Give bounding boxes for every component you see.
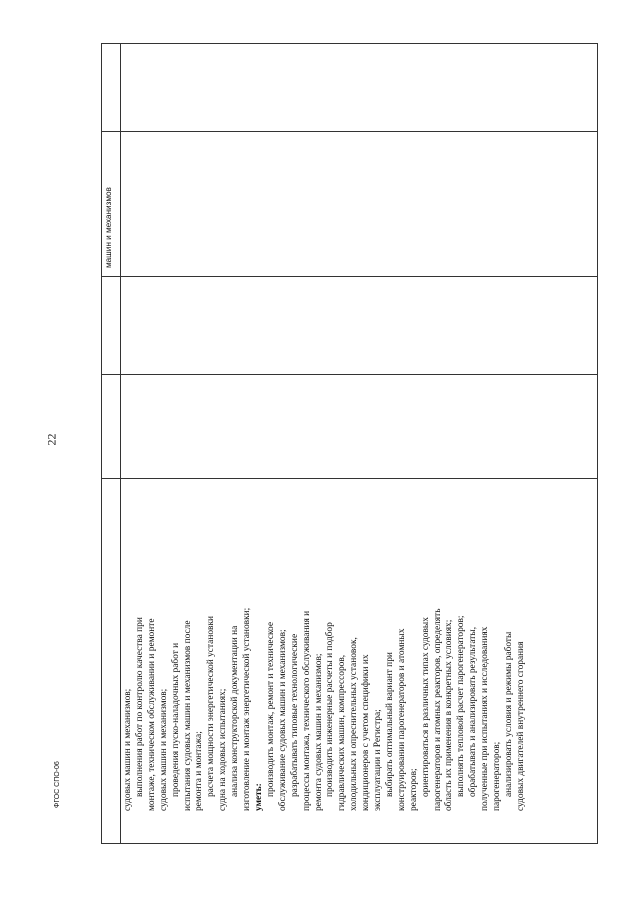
- text-line: монтаже, техническом обслуживании и ремонте: [146, 618, 157, 811]
- standards-table: [101, 43, 598, 844]
- text-line: выполнять тепловой расчет парогенераторов;: [456, 615, 467, 797]
- text-line: процессы монтажа, технического обслуживания и: [301, 610, 312, 811]
- text-line: парогенераторов и атомных реакторов, определять: [432, 608, 443, 811]
- footer-code: ФГОС СПО-06: [54, 761, 61, 808]
- text-line: судна на ходовых испытаниях;: [218, 688, 229, 811]
- text-line: изготовление и монтаж энергетической установки;: [242, 607, 253, 811]
- text-line: расчета мощности энергетической установки: [206, 615, 217, 797]
- text-line: испытания судовых машин и механизмов после: [182, 620, 193, 811]
- text-line: полученные при испытаниях и исследованиях: [480, 626, 491, 811]
- text-line: судовых двигателей внутреннего сгорания: [515, 641, 526, 811]
- text-line: парогенераторов;: [492, 741, 503, 811]
- text-line: обслуживание судовых машин и механизмов;: [277, 629, 288, 811]
- column-divider: [102, 276, 597, 277]
- column-divider: [102, 374, 597, 375]
- text-line: производить монтаж, ремонт и техническое: [265, 621, 276, 797]
- section-heading: уметь:: [253, 783, 264, 811]
- text-line: холодильных и опреснительных установок,: [349, 637, 360, 811]
- text-line: ремонта и монтажа;: [194, 731, 205, 811]
- text-line: обрабатывать и анализировать результаты,: [468, 626, 479, 797]
- text-line: анализировать условия и режимы работы: [504, 631, 514, 797]
- text-line: выполнения работ по контролю качества при: [134, 617, 145, 797]
- text-line: проведения пуско-наладочных работ и: [170, 642, 181, 797]
- text-line: кондиционеров с учетом специфики их: [361, 654, 372, 811]
- text-line: выбирать оптимальный вариант при: [384, 652, 395, 797]
- text-line: производить инженерные расчеты и подбор: [325, 622, 336, 797]
- text-line: эксплуатации и Регистра;: [373, 709, 384, 811]
- text-line: ориентироваться в различных типах судовых: [420, 617, 431, 797]
- subject-cell: машин и механизмов: [104, 187, 113, 268]
- page-number: 22: [44, 433, 59, 446]
- text-line: анализа конструкторской документации на: [230, 625, 241, 797]
- column-divider: [102, 131, 597, 132]
- text-line: гидравлических машин, компрессоров,: [337, 654, 348, 811]
- text-line: область их применения в конкретных условиях;: [444, 619, 455, 811]
- text-line: судовых машин и механизмов;: [123, 688, 133, 811]
- competence-description-cell: [121, 479, 526, 815]
- text-line: разрабатывать типовые технологические: [289, 633, 300, 797]
- text-line: реакторов;: [408, 768, 419, 811]
- text-line: ремонта судовых машин и механизмов;: [313, 653, 324, 811]
- text-line: судовых машин и механизмов;: [158, 688, 169, 811]
- text-line: конструировании парогенераторов и атомных: [396, 628, 407, 811]
